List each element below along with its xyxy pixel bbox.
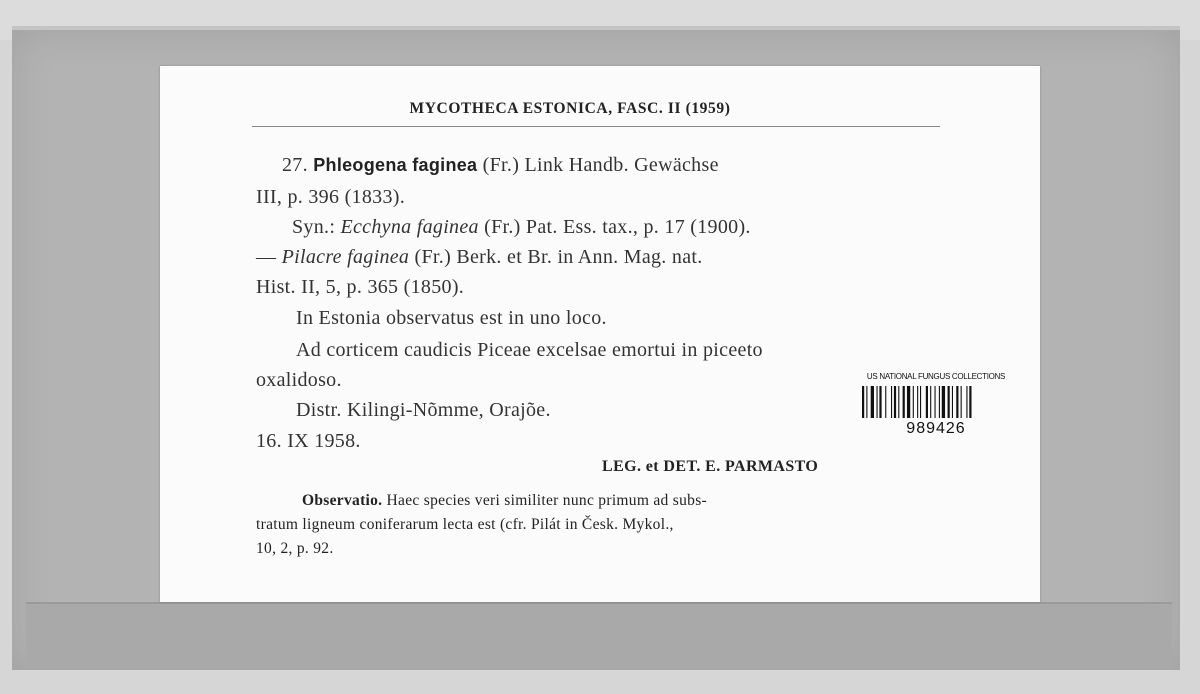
locality-note: In Estonia observatus est in uno loco. bbox=[296, 307, 607, 329]
substrate-line-1: Ad corticem caudicis Piceae excelsae emortui in piceeto bbox=[296, 339, 763, 361]
observatio-line-1 bbox=[302, 492, 707, 510]
collection-date: 16. IX 1958. bbox=[256, 430, 361, 452]
syn-prefix: Syn.: bbox=[292, 216, 341, 238]
observatio-text-1: Haec species veri similiter nunc primum ad subs- bbox=[382, 492, 707, 509]
substrate-line-2: oxalidoso. bbox=[256, 369, 342, 391]
barcode-number: 989426 bbox=[906, 420, 966, 437]
synonym-line-1 bbox=[292, 216, 751, 239]
synonym-name-2: Pilacre faginea bbox=[281, 246, 410, 268]
collector-line: LEG. et DET. E. PARMASTO bbox=[602, 458, 819, 475]
synonym-ref-1: (Fr.) Pat. Ess. tax., p. 17 (1900). bbox=[478, 216, 751, 238]
entry-line-2: III, p. 396 (1833). bbox=[256, 186, 406, 208]
species-authority: (Fr.) Link Handb. Gewächse bbox=[482, 154, 719, 176]
barcode-bars bbox=[862, 386, 1008, 418]
entry-number: 27. bbox=[282, 154, 308, 176]
header-rule bbox=[252, 126, 940, 127]
species-name: Phleogena faginea bbox=[313, 155, 478, 175]
specimen-label bbox=[160, 66, 1040, 602]
observatio-line-2: tratum ligneum coniferarum lecta est (cfr. Pilát in Česk. Mykol., bbox=[256, 516, 674, 533]
synonym-line-3: Hist. II, 5, p. 365 (1850). bbox=[256, 276, 465, 298]
synonym-name-1: Ecchyna faginea bbox=[340, 216, 479, 238]
district-line: Distr. Kilingi-Nõmme, Orajõe. bbox=[296, 399, 551, 421]
barcode-label bbox=[856, 372, 1016, 444]
synonym-line-2 bbox=[256, 246, 703, 269]
observatio-line-3: 10, 2, p. 92. bbox=[256, 540, 334, 557]
entry-line-1 bbox=[282, 154, 719, 177]
barcode-title: US NATIONAL FUNGUS COLLECTIONS bbox=[866, 372, 1006, 381]
synonym-ref-2: (Fr.) Berk. et Br. in Ann. Mag. nat. bbox=[409, 246, 703, 268]
packet-flap bbox=[26, 602, 1172, 670]
observatio-title: Observatio. bbox=[302, 492, 383, 509]
dash: — bbox=[256, 246, 282, 268]
label-header: MYCOTHECA ESTONICA, FASC. II (1959) bbox=[409, 100, 731, 117]
